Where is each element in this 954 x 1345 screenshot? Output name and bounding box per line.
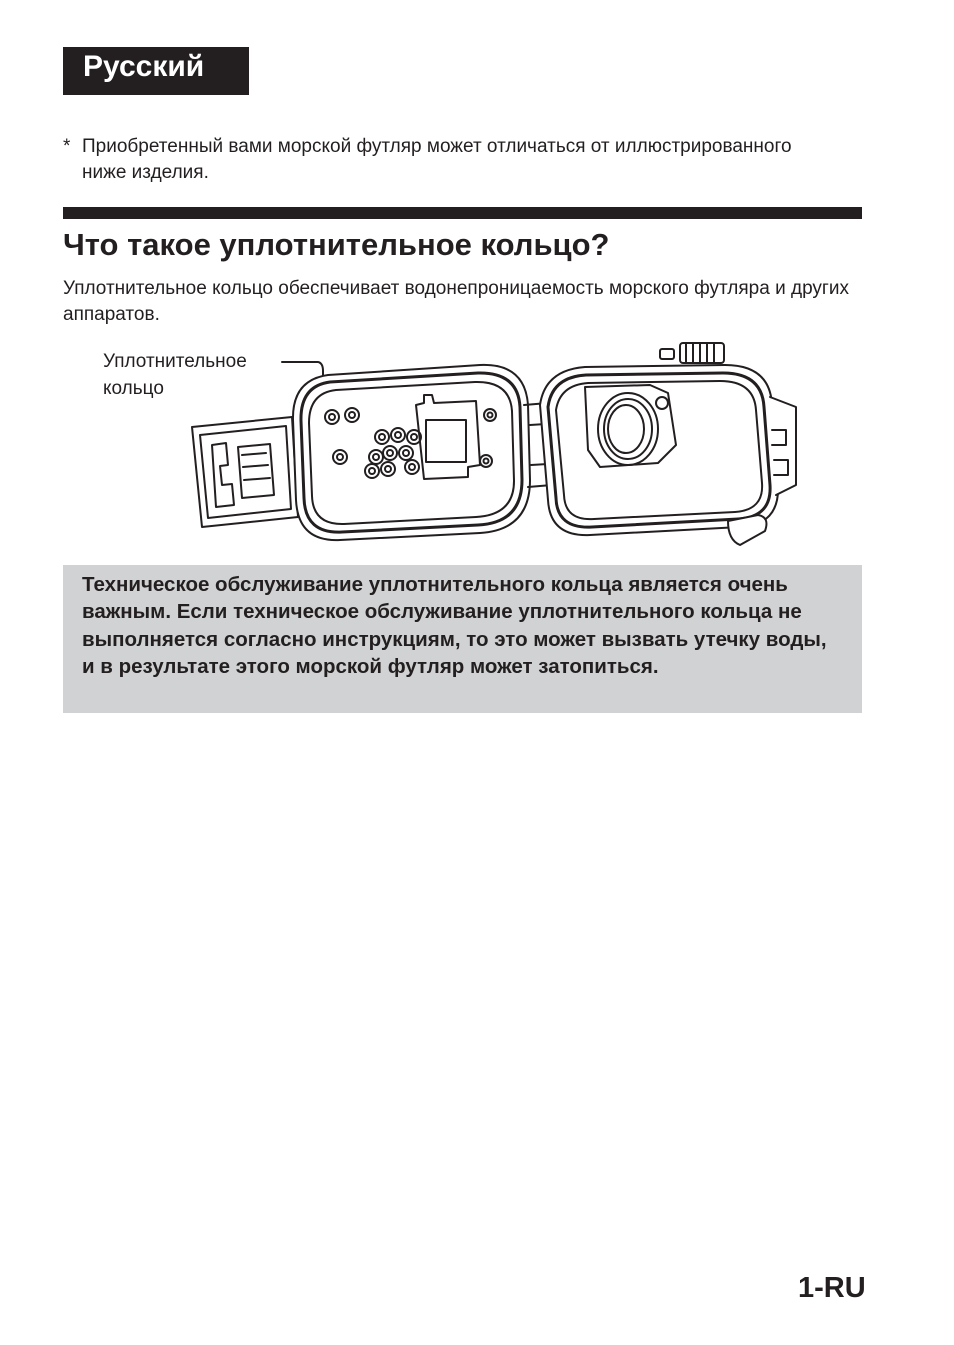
top-dial (660, 343, 724, 363)
intro-paragraph: Уплотнительное кольцо обеспечивает водонепроницаемость морского футляра и других аппаратов. (63, 278, 849, 325)
case-left-shell (293, 365, 530, 540)
note (63, 134, 823, 186)
section-heading: Что такое уплотнительное кольцо? (63, 227, 610, 262)
note-text: Приобретенный вами морской футляр может отличаться от иллюстрированного ниже изделия. (82, 136, 792, 183)
note-marker: * (63, 136, 71, 157)
section-rule (63, 207, 862, 219)
marine-case-illustration (180, 335, 810, 555)
callout-line-1: Уплотнительное (103, 351, 247, 372)
case-flap (192, 417, 298, 527)
language-tab: Русский (63, 47, 249, 95)
case-right-shell (540, 343, 796, 545)
warning-box: Техническое обслуживание уплотнительного кольца является очень важным. Если техническое обслуживание уплотнительного кольца не выполняется согласно инструкциям, то это может вызвать утечку воды, и в результате этого морской футляр может затопиться. (63, 565, 862, 713)
strap-lug (728, 515, 766, 545)
callout-line-2: кольцо (103, 378, 164, 399)
page-number: 1-RU (798, 1272, 866, 1304)
